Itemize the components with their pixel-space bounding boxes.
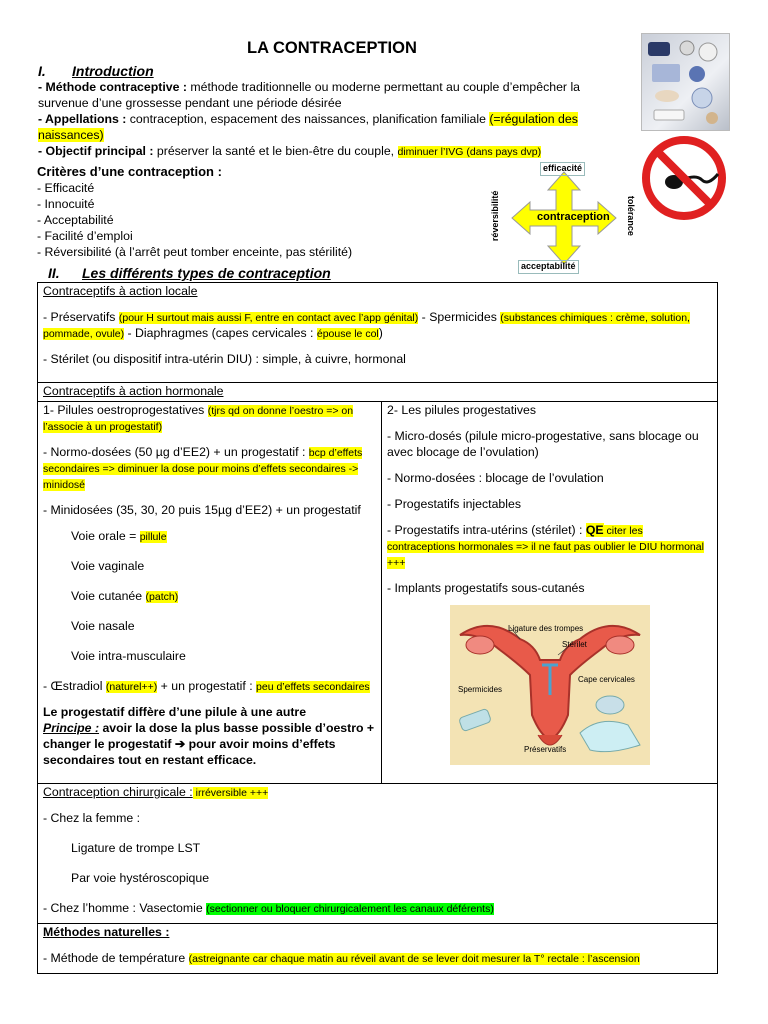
ligature-trompe: Ligature de trompe LST [71, 840, 201, 855]
chez-la-femme: - Chez la femme : [43, 810, 141, 825]
voie-hysteroscopique: Par voie hystéroscopique [71, 870, 210, 885]
local-paragraph-1 [43, 310, 712, 342]
intro-section [38, 62, 618, 160]
local-paragraph-2: - Stérilet (ou dispositif intra-utérin DIU) : simple, à cuivre, hormonal [43, 351, 406, 366]
section2-number: II. [48, 265, 60, 281]
intro-number: I. [38, 63, 46, 79]
oestradiol-text: - Œstradiol [43, 678, 106, 693]
local-highlight: (pour H surtout mais aussi F, entre en contact avec l’app génital) [118, 311, 419, 324]
criteria-item: - Acceptabilité [37, 212, 114, 227]
normo-dosees-text: - Normo-dosées (50 µg d’EE2) + un progestatif : [43, 444, 309, 459]
qe-badge: QE [585, 522, 604, 537]
voie-cutanee-text: Voie cutanée [71, 588, 146, 603]
local-heading: Contraceptifs à action locale [43, 284, 198, 298]
criteria-item: - Innocuité [37, 196, 95, 211]
diagram-center-label: contraception [537, 211, 610, 223]
objectif-text: préserver la santé et le bien-être du couple, [153, 144, 398, 159]
objectif-label: - Objectif principal : [38, 144, 154, 159]
local-text: ) [378, 325, 383, 340]
appellations-paragraph [38, 112, 618, 144]
pilules-oestro-label: 1- Pilules oestroprogestatives [43, 402, 208, 417]
label-sterilet: Stérilet [562, 640, 587, 649]
oestradiol-highlight: peu d’effets secondaires [256, 680, 370, 693]
diagram-left-label: réversibilité [490, 190, 501, 242]
label-preservatifs: Préservatifs [524, 745, 567, 754]
local-text: - Spermicides [418, 309, 501, 324]
section2-title: Les différents types de contraception [82, 265, 331, 281]
criteria-diagram [488, 160, 640, 276]
vasectomie-highlight: (sectionner ou bloquer chirurgicalement les canaux déférents) [206, 902, 494, 915]
local-row [38, 283, 718, 383]
oestradiol-text: + un progestatif : [157, 678, 257, 693]
methode-text: méthode traditionnelle ou moderne permettant au couple d’empêcher la survenue d’une grossesse pendant une période désirée [38, 80, 581, 111]
label-cape: Cape cervicales [578, 675, 635, 684]
diagram-bottom-label: acceptabilité [518, 260, 579, 274]
oestradiol-paragraph [43, 679, 376, 695]
principe-text: avoir la dose la plus basse possible d’oestro + changer le progestatif [43, 720, 375, 751]
appellations-label: - Appellations : [38, 112, 127, 127]
arrow-right-icon: ➔ [174, 736, 186, 751]
temperature-method [43, 951, 712, 967]
methode-label: - Méthode contraceptive : [38, 80, 187, 95]
voie-orale [43, 529, 376, 545]
voie-nasale: Voie nasale [71, 618, 135, 633]
normo-dosees-progestatives: - Normo-dosées : blocage de l’ovulation [387, 470, 604, 485]
principe-paragraph [43, 721, 376, 769]
temperature-highlight: (astreignante car chaque matin au réveil avant de se lever doit mesurer la T° rectale : l’ascension [188, 952, 640, 965]
surgical-heading [43, 785, 712, 801]
local-cell [38, 283, 718, 383]
pilules-oestro-heading [43, 403, 376, 435]
natural-cell [38, 923, 718, 973]
voie-intramusculaire: Voie intra-musculaire [71, 648, 186, 663]
implants-paragraph: - Implants progestatifs sous-cutanés [387, 580, 585, 595]
intra-uterins-paragraph [387, 523, 712, 571]
pilules-progestatives-heading: 2- Les pilules progestatives [387, 402, 537, 417]
voie-orale-text: Voie orale = [71, 528, 140, 543]
principe-label: Principe : [43, 720, 100, 735]
diagram-right-label: tolérance [625, 195, 636, 236]
principe-text: pour avoir moins d’effets secondaires tout en restant efficace. [43, 736, 336, 767]
pilules-oestro-highlight: (tjrs qd on donne l’oestro => on l’associe à un progestatif) [43, 404, 354, 433]
chez-l-homme [43, 901, 712, 917]
page-title: LA CONTRACEPTION [247, 39, 417, 57]
hormonal-heading: Contraceptifs à action hormonale [43, 384, 224, 398]
hormonal-left-cell [38, 401, 382, 783]
criteria-item: - Réversibilité (à l’arrêt peut tomber enceinte, pas stérilité) [37, 244, 353, 259]
natural-heading: Méthodes naturelles : [43, 924, 170, 939]
diagram-top-label: efficacité [540, 162, 585, 176]
methode-paragraph [38, 80, 618, 112]
criteria-heading: Critères d’une contraception : [37, 164, 222, 179]
temperature-text: - Méthode de température [43, 950, 189, 965]
intro-title: Introduction [72, 63, 154, 79]
surgical-heading-text: Contraception chirurgicale : [43, 784, 193, 799]
criteria-item: - Facilité d’emploi [37, 228, 133, 243]
minidosees-paragraph: - Minidosées (35, 30, 20 puis 15µg d’EE2) + un progestatif [43, 502, 361, 517]
intra-uterins-highlight: citer les contraceptions hormonales => il ne faut pas oublier le DIU hormonal +++ [387, 524, 704, 569]
surgical-cell [38, 783, 718, 923]
objectif-paragraph [38, 144, 618, 160]
local-highlight: épouse le col [316, 327, 379, 340]
normo-dosees-paragraph [43, 445, 376, 493]
voie-cutanee-highlight: (patch) [145, 590, 179, 603]
voie-orale-highlight: pillule [139, 530, 167, 543]
criteria-list [37, 164, 457, 261]
section2-heading [48, 264, 331, 282]
label-spermicides: Spermicides [458, 685, 503, 694]
prohibition-sign-icon [640, 134, 728, 222]
sperm-prohibited-icon [640, 134, 728, 222]
voie-cutanee [43, 589, 376, 605]
progestatif-difference: Le progestatif diffère d’une pilule à une autre [43, 704, 307, 719]
normo-dosees-highlight: bcp d’effets secondaires => diminuer la dose pour moins d’effets secondaires -> minidosé [43, 446, 363, 491]
hormonal-heading-cell [38, 383, 718, 402]
vasectomie-text: - Chez l’homme : Vasectomie [43, 900, 207, 915]
progestatifs-injectables: - Progestatifs injectables [387, 496, 521, 511]
surgical-row [38, 783, 718, 923]
natural-row [38, 923, 718, 973]
intro-heading [38, 62, 618, 80]
surgical-highlight: irréversible +++ [192, 786, 269, 799]
label-ligature: Ligature des trompes [508, 624, 584, 633]
local-highlight: (substances chimiques : crème, solution, pommade, ovule) [43, 311, 690, 340]
intra-uterins-text: - Progestatifs intra-utérins (stérilet) : [387, 522, 586, 537]
local-text: - Préservatifs [43, 309, 119, 324]
oestradiol-highlight: (naturel++) [105, 680, 158, 693]
anatomy-illustration [450, 605, 650, 765]
local-text: - Diaphragmes (capes cervicales : [124, 325, 317, 340]
micro-doses-paragraph: - Micro-dosés (pilule micro-progestative, sans blocage ou avec blocage de l’ovulation) [387, 428, 699, 459]
criteria-item: - Efficacité [37, 180, 95, 195]
hormonal-heading-row [38, 383, 718, 402]
appellations-highlight: (=régulation des naissances) [38, 112, 578, 143]
kit-illustration [642, 34, 729, 130]
appellations-text: contraception, espacement des naissances, planification familiale [126, 112, 490, 127]
voie-vaginale: Voie vaginale [71, 558, 145, 573]
objectif-highlight: diminuer l’IVG (dans pays dvp) [397, 146, 542, 159]
contraceptive-kit-photo [641, 33, 730, 131]
